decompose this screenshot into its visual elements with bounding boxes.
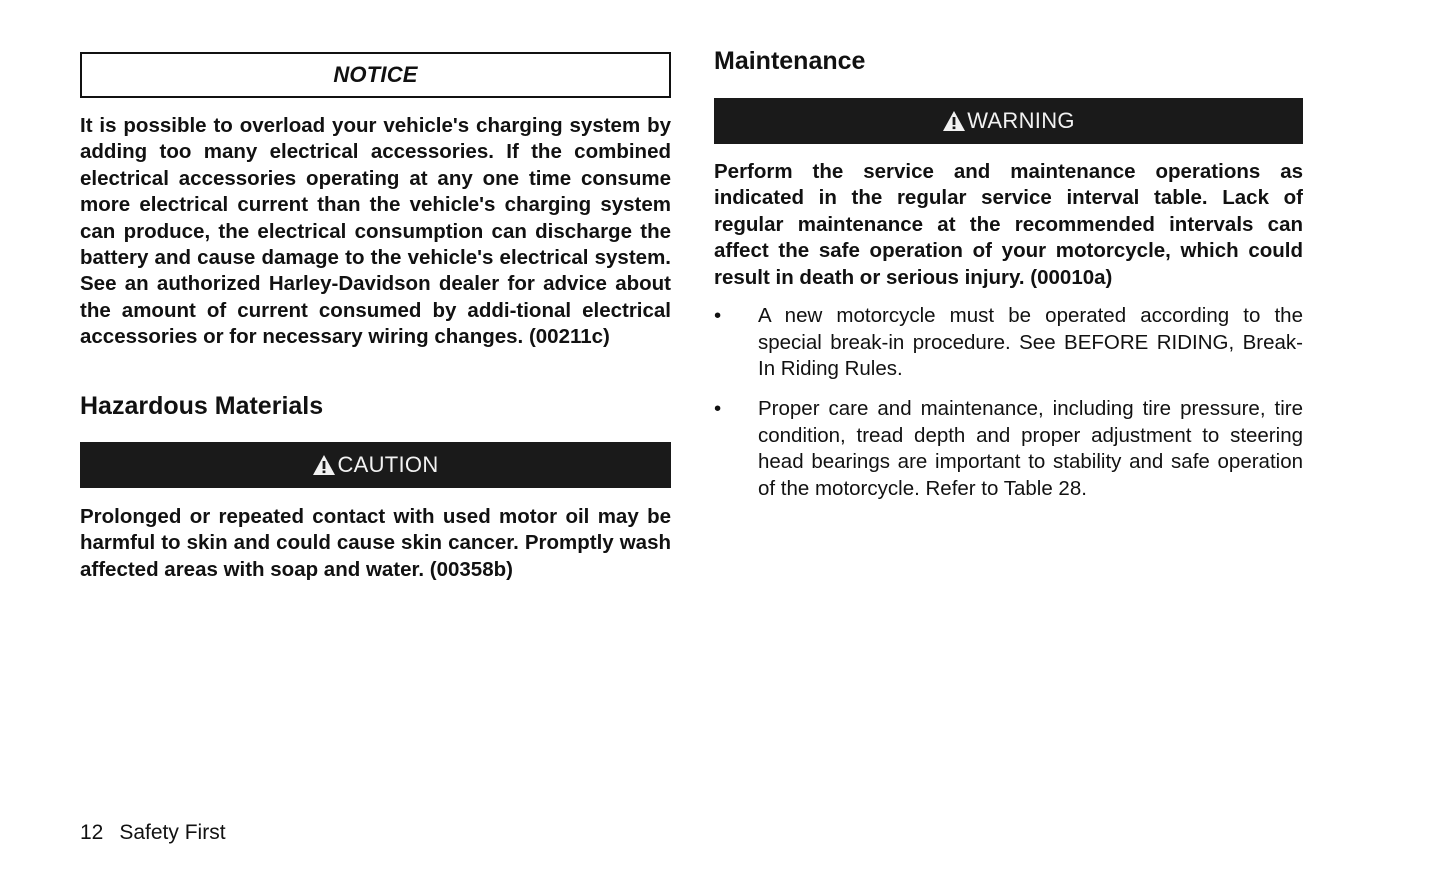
bullet-icon: • [714, 304, 722, 327]
notice-label: NOTICE [333, 62, 418, 87]
page-number: 12 [80, 821, 104, 844]
notice-box [80, 52, 671, 98]
warning-triangle-icon [942, 110, 966, 132]
notice-text: It is possible to overload your vehicle's charging system by adding too many electrical accessories. If the combined electrical accessories operating at any one time consume more electrical current than the vehicle's charging system can produce, the electrical consumption can discharge the battery and cause damage to the vehicle's electrical system. See an authorized Harley-Davidson dealer for advice about the amount of current consumed by addi-tional electrical accessories or for necessary wiring changes. (00211c) [80, 114, 671, 349]
caution-text: Prolonged or repeated contact with used motor oil may be harmful to skin and could cause skin cancer. Promptly wash affected areas with soap and water. (00358b) [80, 505, 671, 581]
page-footer [80, 820, 226, 846]
warning-banner [714, 98, 1303, 144]
bullet-icon: • [714, 397, 722, 420]
list-item [714, 396, 1303, 502]
caution-label: CAUTION [337, 452, 439, 477]
maintenance-heading: Maintenance [714, 47, 866, 75]
warning-text: Perform the service and maintenance operations as indicated in the regular service interval table. Lack of regular maintenance at the recommended intervals can affect the safe operation of your motorcycle, which could result in death or serious injury. (00010a) [714, 160, 1303, 289]
warning-triangle-icon [312, 454, 336, 476]
warning-label: WARNING [967, 108, 1075, 133]
list-item-text: A new motorcycle must be operated according to the special break-in procedure. See BEFORE RIDING, Break-In Riding Rules. [758, 304, 1303, 381]
list-item-text: Proper care and maintenance, including tire pressure, tire condition, tread depth and proper adjustment to steering head bearings are important to stability and safe operation of the motorcycle. Refer to Table 28. [758, 397, 1303, 500]
list-item [714, 303, 1303, 383]
caution-banner [80, 442, 671, 488]
section-title: Safety First [119, 821, 226, 844]
hazardous-materials-heading: Hazardous Materials [80, 392, 324, 420]
